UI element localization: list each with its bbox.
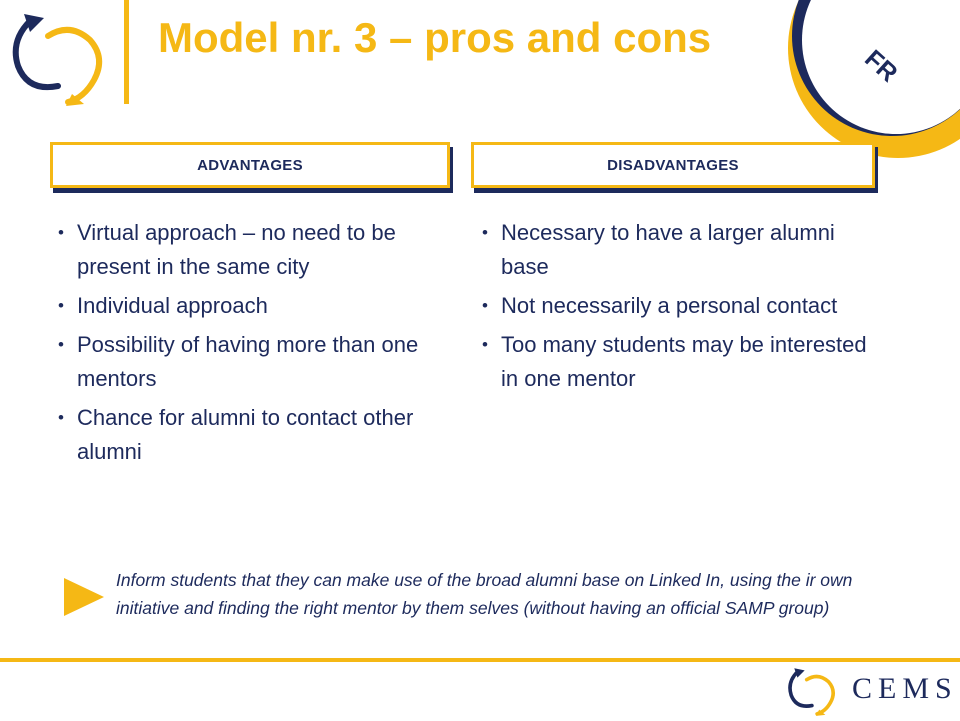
list-item: • Virtual approach – no need to be present in the same city bbox=[58, 216, 458, 284]
page-title: Model nr. 3 – pros and cons bbox=[158, 14, 712, 61]
list-item: • Possibility of having more than one mentors bbox=[58, 328, 458, 396]
right-triangle-arrow-icon bbox=[64, 578, 104, 616]
recommendation-note: Inform students that they can make use of the broad alumni base on Linked In, using the ir own initiative and finding the right mentor by them selves (without having an official SAMP group) bbox=[116, 570, 853, 618]
advantages-list bbox=[58, 216, 458, 474]
list-item: • Individual approach bbox=[58, 289, 458, 323]
header-divider bbox=[124, 0, 129, 104]
footer-divider bbox=[0, 658, 960, 662]
cems-logo-icon bbox=[8, 6, 120, 106]
disadvantages-list bbox=[482, 216, 882, 401]
corner-label: FR bbox=[859, 44, 903, 88]
advantages-heading: ADVANTAGES bbox=[50, 142, 450, 188]
list-item: • Chance for alumni to contact other alumni bbox=[58, 401, 458, 469]
list-item: • Necessary to have a larger alumni base bbox=[482, 216, 882, 284]
brand-wordmark: CEMS bbox=[852, 672, 958, 705]
list-item: • Too many students may be interested in one mentor bbox=[482, 328, 882, 396]
cems-footer-logo-icon bbox=[786, 664, 844, 716]
list-item: • Not necessarily a personal contact bbox=[482, 289, 882, 323]
disadvantages-heading: DISADVANTAGES bbox=[471, 142, 875, 188]
